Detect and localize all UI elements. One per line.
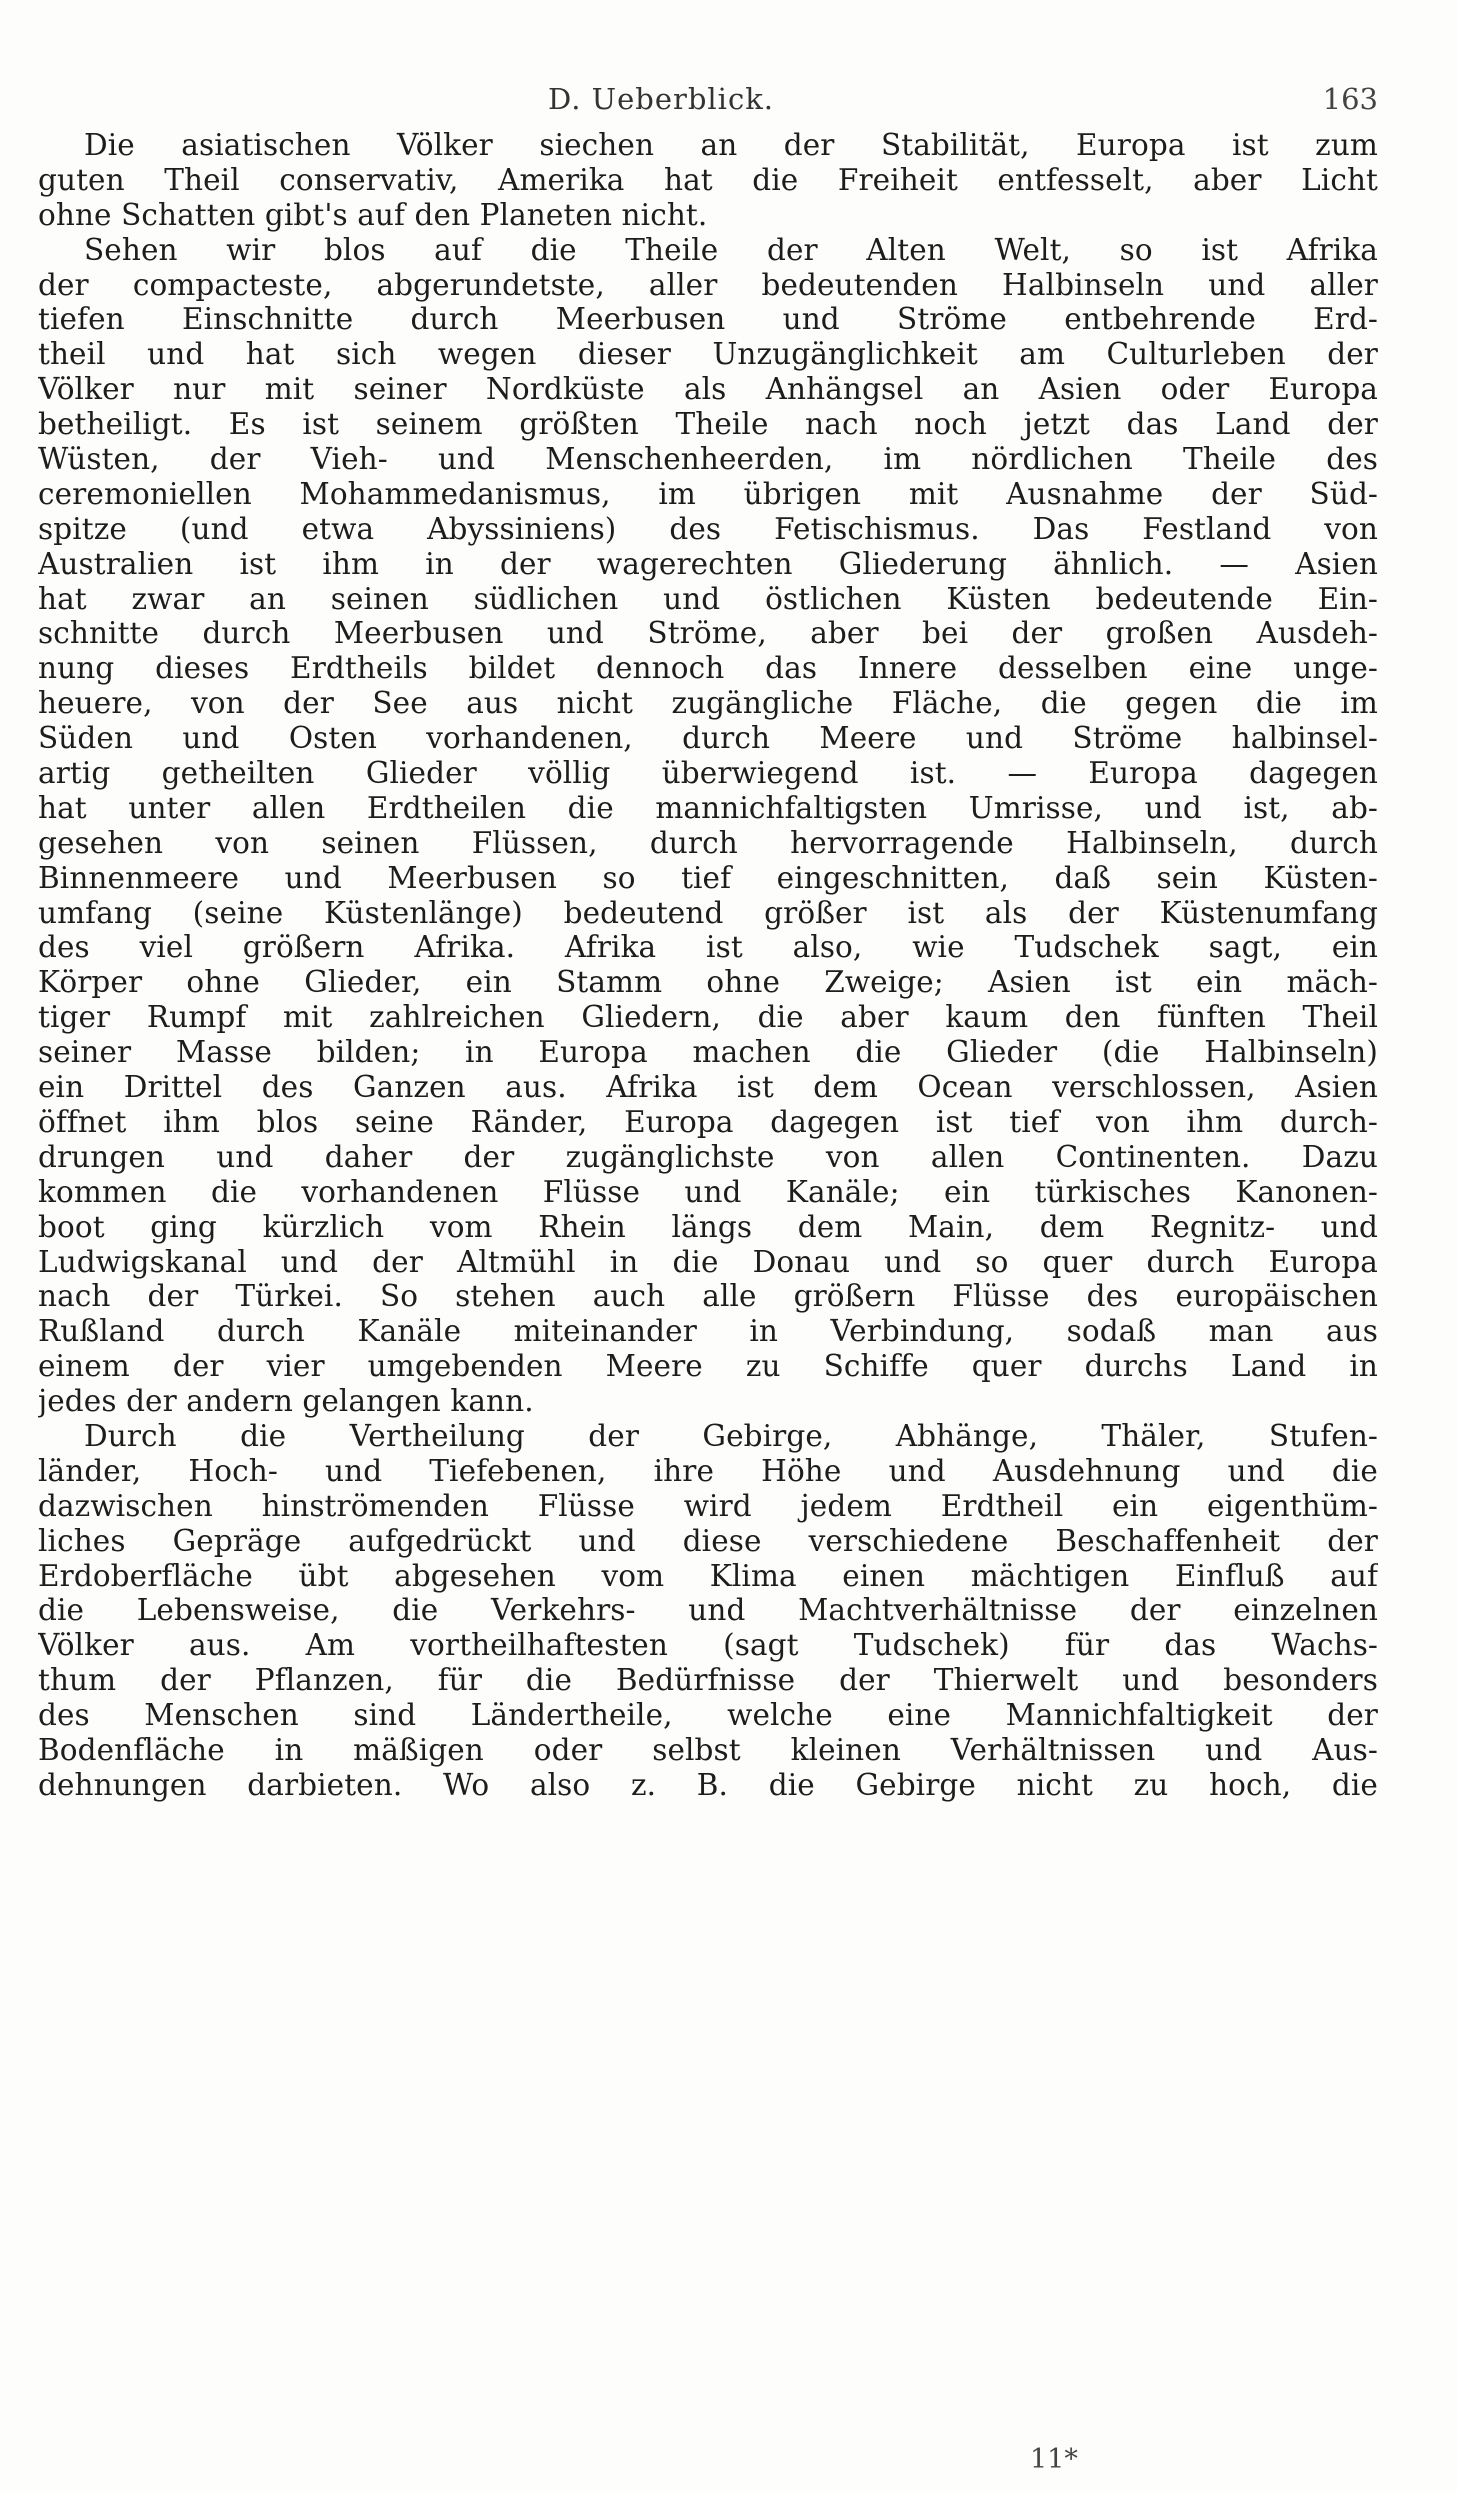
text-line: des Menschen sind Ländertheile, welche eine Mannichfaltigkeit der [38, 1698, 1378, 1733]
text-line: boot ging kürzlich vom Rhein längs dem Main, dem Regnitz- und [38, 1209, 1378, 1244]
text-line: guten Theil conservativ, Amerika hat die Freiheit entfesselt, aber Licht [38, 162, 1378, 197]
text-line: dazwischen hinströmenden Flüsse wird jedem Erdtheil ein eigenthüm- [38, 1488, 1378, 1523]
text-line: Die asiatischen Völker siechen an der Stabilität, Europa ist zum [84, 128, 1378, 162]
text-line: nung dieses Erdtheils bildet dennoch das Innere desselben eine unge- [38, 651, 1378, 686]
text-line: tiefen Einschnitte durch Meerbusen und Ströme entbehrende Erd- [38, 302, 1378, 337]
text-line: Süden und Osten vorhandenen, durch Meere und Ströme halbinsel- [38, 721, 1378, 756]
text-line: umfang (seine Küstenlänge) bedeutend größer ist als der Küstenumfang [38, 895, 1378, 930]
text-line: hat unter allen Erdtheilen die mannichfaltigsten Umrisse, und ist, ab- [38, 790, 1378, 825]
text-line: gesehen von seinen Flüssen, durch hervorragende Halbinseln, durch [38, 825, 1378, 860]
text-line: Durch die Vertheilung der Gebirge, Abhänge, Thäler, Stufen- [84, 1418, 1378, 1453]
text-line: einem der vier umgebenden Meere zu Schiffe quer durchs Land in [38, 1349, 1378, 1384]
text-line: die Lebensweise, die Verkehrs- und Machtverhältnisse der einzelnen [38, 1593, 1378, 1628]
text-line: kommen die vorhandenen Flüsse und Kanäle; ein türkisches Kanonen- [38, 1174, 1378, 1209]
body-text [38, 128, 1378, 1803]
text-line: heuere, von der See aus nicht zugängliche Fläche, die gegen die im [38, 686, 1378, 721]
text-line: Körper ohne Glieder, ein Stamm ohne Zweige; Asien ist ein mäch- [38, 965, 1378, 1000]
text-line: drungen und daher der zugänglichste von allen Continenten. Dazu [38, 1139, 1378, 1174]
text-line: liches Gepräge aufgedrückt und diese verschiedene Beschaffenheit der [38, 1523, 1378, 1558]
text-line: jedes der andern gelangen kann. [38, 1384, 534, 1419]
text-line: des viel größern Afrika. Afrika ist also, wie Tudschek sagt, ein [38, 930, 1378, 965]
text-line: Binnenmeere und Meerbusen so tief eingeschnitten, daß sein Küsten- [38, 860, 1378, 895]
running-title: D. Ueberblick. [548, 82, 774, 116]
text-line: Ludwigskanal und der Altmühl in die Donau und so quer durch Europa [38, 1244, 1378, 1279]
text-line: ceremoniellen Mohammedanismus, im übrigen mit Ausnahme der Süd- [38, 476, 1378, 511]
text-line: Erdoberfläche übt abgesehen vom Klima einen mächtigen Einfluß auf [38, 1558, 1378, 1593]
signature-mark: 11* [1030, 2444, 1078, 2475]
text-line: Sehen wir blos auf die Theile der Alten Welt, so ist Afrika [84, 232, 1378, 267]
page-number: 163 [1322, 82, 1378, 116]
text-line: Bodenfläche in mäßigen oder selbst kleinen Verhältnissen und Aus- [38, 1732, 1378, 1767]
text-line: Wüsten, der Vieh- und Menschenheerden, im nördlichen Theile des [38, 442, 1378, 477]
text-line: Völker nur mit seiner Nordküste als Anhängsel an Asien oder Europa [38, 372, 1378, 407]
text-line: artig getheilten Glieder völlig überwiegend ist. — Europa dagegen [38, 756, 1378, 791]
text-line: tiger Rumpf mit zahlreichen Gliedern, die aber kaum den fünften Theil [38, 1000, 1378, 1035]
text-line: Völker aus. Am vortheilhaftesten (sagt Tudschek) für das Wachs- [38, 1628, 1378, 1663]
text-line: dehnungen darbieten. Wo also z. B. die Gebirge nicht zu hoch, die [38, 1767, 1378, 1802]
text-line: ein Drittel des Ganzen aus. Afrika ist dem Ocean verschlossen, Asien [38, 1070, 1378, 1105]
text-line: ohne Schatten gibt's auf den Planeten nicht. [38, 197, 708, 232]
text-line: Rußland durch Kanäle miteinander in Verbindung, sodaß man aus [38, 1314, 1378, 1349]
running-head [48, 82, 1378, 122]
text-line: länder, Hoch- und Tiefebenen, ihre Höhe und Ausdehnung und die [38, 1453, 1378, 1488]
text-line: der compacteste, abgerundetste, aller bedeutenden Halbinseln und aller [38, 267, 1378, 302]
text-line: Australien ist ihm in der wagerechten Gliederung ähnlich. — Asien [38, 546, 1378, 581]
text-line: schnitte durch Meerbusen und Ströme, aber bei der großen Ausdeh- [38, 616, 1378, 651]
text-line: seiner Masse bilden; in Europa machen die Glieder (die Halbinseln) [38, 1035, 1378, 1070]
text-line: betheiligt. Es ist seinem größten Theile nach noch jetzt das Land der [38, 407, 1378, 442]
text-line: theil und hat sich wegen dieser Unzugänglichkeit am Culturleben der [38, 337, 1378, 372]
text-line: nach der Türkei. So stehen auch alle größern Flüsse des europäischen [38, 1279, 1378, 1314]
text-line: spitze (und etwa Abyssiniens) des Fetischismus. Das Festland von [38, 511, 1378, 546]
text-line: hat zwar an seinen südlichen und östlichen Küsten bedeutende Ein- [38, 581, 1378, 616]
text-line: öffnet ihm blos seine Ränder, Europa dagegen ist tief von ihm durch- [38, 1104, 1378, 1139]
text-line: thum der Pflanzen, für die Bedürfnisse der Thierwelt und besonders [38, 1663, 1378, 1698]
